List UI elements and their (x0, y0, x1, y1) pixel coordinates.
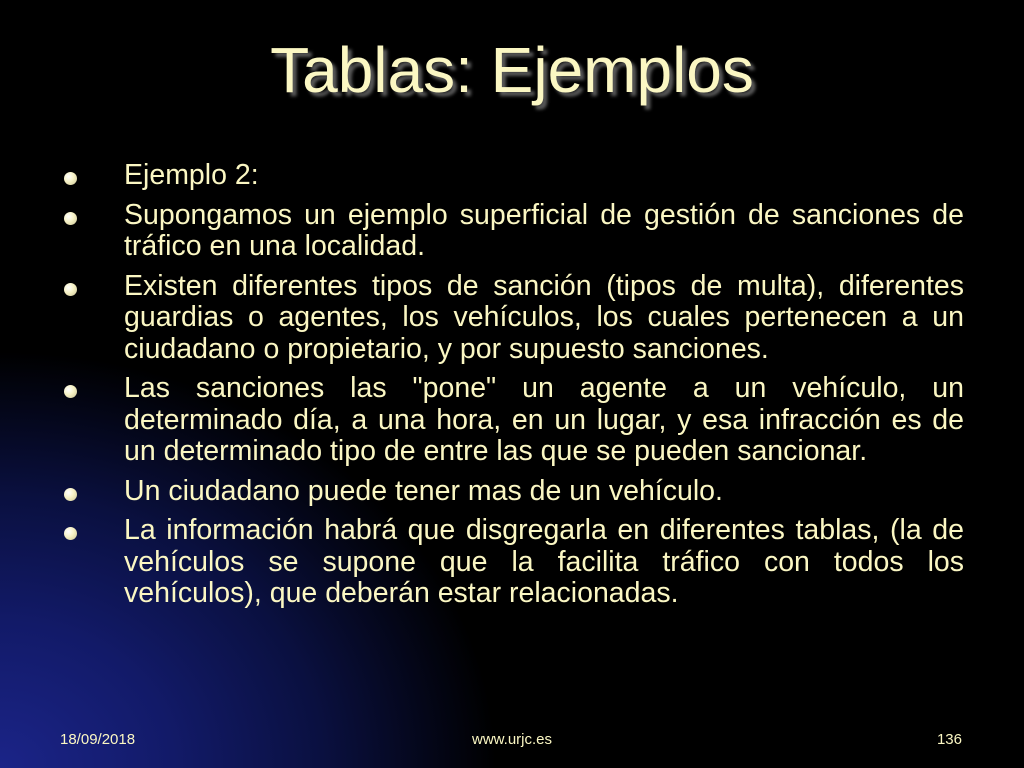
bullet-item (58, 515, 964, 610)
round-bullet-icon (64, 283, 77, 296)
bullet-list (58, 160, 964, 618)
bullet-item (58, 373, 964, 468)
bullet-text: Las sanciones las "pone" un agente a un vehículo, un determinado día, a una hora, en un lugar, y esa infracción es de un determinado tipo de entre las que se pueden sancionar. (124, 372, 964, 467)
round-bullet-icon (64, 172, 77, 185)
footer-url: www.urjc.es (471, 731, 553, 748)
bullet-text: La información habrá que disgregarla en diferentes tablas, (la de vehículos se supone que la facilita tráfico con todos los vehículos), que deberán estar relacionadas. (124, 514, 964, 609)
bullet-text: Un ciudadano puede tener mas de un vehículo. (124, 474, 723, 507)
slide-number: 136 (936, 731, 962, 748)
bullet-item (58, 271, 964, 366)
bullet-text: Ejemplo 2: (124, 159, 259, 191)
bullet-text: Supongamos un ejemplo superficial de gestión de sanciones de tráfico en una localidad. (124, 198, 964, 262)
bullet-item (58, 160, 964, 192)
round-bullet-icon (64, 385, 77, 398)
round-bullet-icon (64, 527, 77, 540)
bullet-item (58, 200, 964, 263)
bullet-text: Existen diferentes tipos de sanción (tipos de multa), diferentes guardias o agentes, los vehículos, los cuales pertenecen a un ciudadano o propietario, y por supuesto sanciones. (124, 269, 964, 365)
slide-title: Tablas: Ejemplos (270, 34, 754, 106)
round-bullet-icon (64, 212, 77, 225)
round-bullet-icon (64, 488, 77, 501)
bullet-item (58, 476, 964, 508)
footer-date: 18/09/2018 (60, 731, 136, 748)
